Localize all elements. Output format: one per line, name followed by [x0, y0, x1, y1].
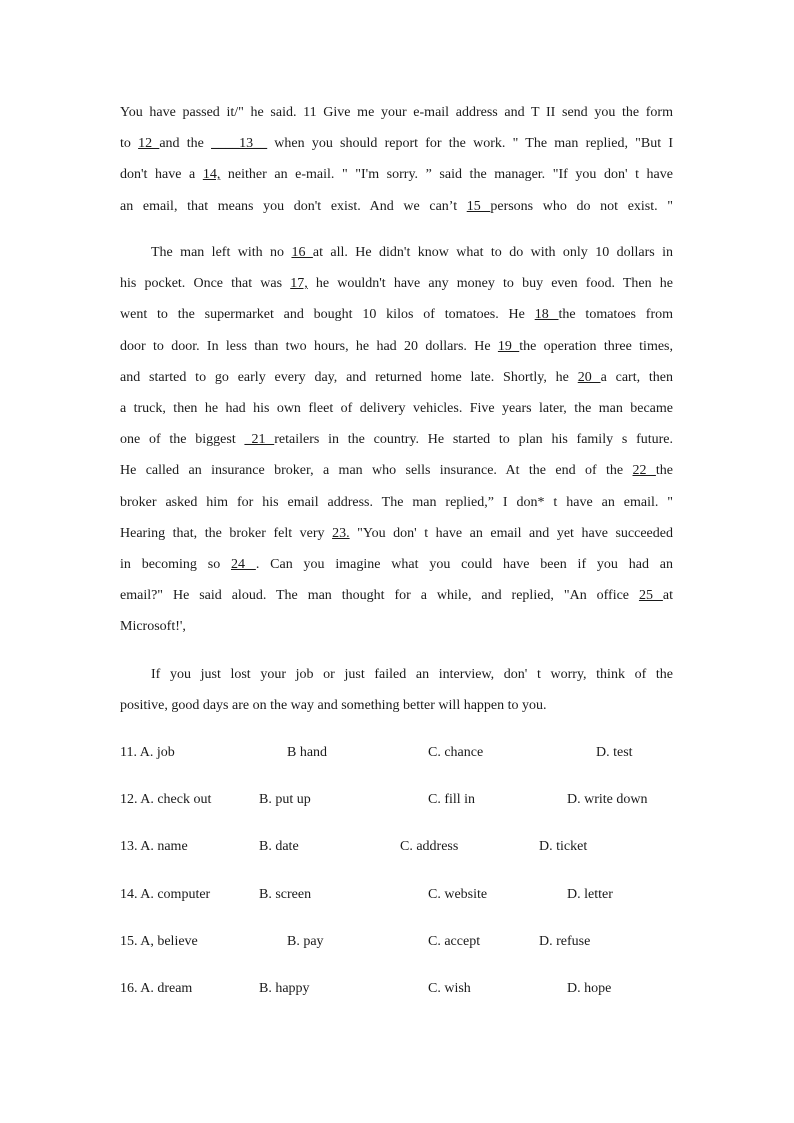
- option-row-14: [120, 885, 720, 932]
- p3-line-1: [120, 659, 673, 690]
- blank-21: _21: [244, 432, 275, 448]
- blank-16: 16: [291, 245, 313, 260]
- option-15-b: B. pay: [287, 933, 324, 949]
- p2-line-4: [120, 331, 673, 362]
- blank-18: 18: [534, 307, 559, 323]
- option-11-b: B hand: [287, 745, 328, 760]
- p3-line-2: [120, 690, 673, 721]
- option-13-a: 13. A. name: [120, 839, 188, 855]
- blank-13: ____13__: [211, 136, 268, 152]
- p2-line-2: [120, 268, 673, 299]
- p2-line-6: [120, 393, 673, 424]
- p2-line-9: [120, 487, 673, 518]
- text: Microsoft!',: [120, 619, 186, 635]
- text: broker asked him for his email address. The man replied,” I don* t have an email. ": [120, 494, 673, 510]
- text: If you just lost your job or just failed an interview, don' t worry, think of the: [151, 667, 673, 682]
- p1-line-1: [120, 97, 673, 128]
- option-15-c: C. accept: [428, 933, 481, 949]
- option-15-d: D. refuse: [539, 933, 591, 949]
- p2-line-1: [120, 237, 673, 268]
- text: a cart, then: [600, 369, 673, 385]
- option-11-c: C. chance: [428, 745, 484, 760]
- text: to: [120, 136, 139, 152]
- p1-line-4: [120, 191, 673, 222]
- blank-25: 25: [638, 588, 663, 604]
- text: don't have a: [120, 167, 203, 183]
- option-12-b: B. put up: [259, 792, 311, 808]
- text: The man left with no: [151, 245, 292, 260]
- blank-19: 19: [497, 338, 520, 354]
- option-14-d: D. letter: [567, 886, 613, 902]
- p2-line-13: [120, 611, 673, 642]
- text: went to the supermarket and bought 10 kilos of tomatoes. He: [120, 307, 535, 323]
- option-12-a: 12. A. check out: [120, 792, 212, 808]
- text: one of the biggest: [120, 432, 245, 448]
- text: at: [662, 588, 673, 604]
- p2-line-7: [120, 424, 673, 455]
- text: when you should report for the work. " The man replied, "But I: [267, 136, 673, 152]
- text: the: [655, 463, 673, 479]
- option-15-a: 15. A, believe: [120, 933, 198, 949]
- text: his pocket. Once that was: [120, 276, 291, 292]
- blank-22: 22: [632, 463, 656, 479]
- option-14-a: 14. A. computer: [120, 886, 211, 902]
- option-11-a: 11. A. job: [120, 745, 175, 760]
- option-16-a: 16. A. dream: [120, 980, 193, 996]
- text: neither an e-mail. " "I'm sorry. ” said the manager. "If you don' t have: [220, 167, 673, 183]
- text: in becoming so: [120, 556, 232, 572]
- option-row-16: [120, 979, 720, 1026]
- text: . Can you imagine what you could have been if you had an: [255, 556, 673, 572]
- p1-line-3: [120, 159, 673, 190]
- text: the tomatoes from: [558, 307, 673, 323]
- paragraph-2: [120, 237, 673, 642]
- option-14-c: C. website: [428, 886, 488, 902]
- option-16-b: B. happy: [259, 980, 310, 996]
- p1-line-2: [120, 128, 673, 159]
- option-row-11: [120, 743, 720, 790]
- text: at all. He didn't know what to do with only 10 dollars in: [312, 245, 673, 260]
- p2-line-12: [120, 580, 673, 611]
- text: email?" He said aloud. The man thought for a while, and replied, "An office: [120, 588, 639, 604]
- option-13-b: B. date: [259, 839, 299, 855]
- p2-line-3: [120, 299, 673, 330]
- option-row-13: [120, 837, 720, 884]
- option-13-d: D. ticket: [539, 839, 588, 855]
- blank-23: 23.: [332, 525, 350, 541]
- text: the operation three times,: [519, 338, 673, 354]
- option-12-d: D. write down: [567, 792, 648, 808]
- text: a truck, then he had his own fleet of delivery vehicles. Five years later, the man became: [120, 400, 673, 416]
- blank-15: 15: [466, 198, 491, 214]
- text: an email, that means you don't exist. And we can’t: [120, 198, 467, 214]
- answer-options: [120, 743, 720, 1026]
- option-16-d: D. hope: [567, 980, 612, 996]
- text: door to door. In less than two hours, he had 20 dollars. He: [120, 338, 498, 354]
- option-14-b: B. screen: [259, 886, 312, 902]
- text: Hearing that, the broker felt very: [120, 525, 333, 541]
- option-13-c: C. address: [400, 839, 459, 855]
- text: You have passed it/" he said. 11 Give me your e-mail address and T II send you the form: [120, 105, 673, 120]
- option-row-12: [120, 790, 720, 837]
- text: He called an insurance broker, a man who sells insurance. At the end of the: [120, 463, 633, 479]
- paragraph-1: [120, 97, 673, 222]
- blank-14: 14,: [202, 167, 221, 183]
- p2-line-8: [120, 455, 673, 486]
- blank-12: 12: [138, 136, 160, 152]
- text: positive, good days are on the way and something better will happen to you.: [120, 698, 547, 714]
- blank-17: 17,: [290, 276, 308, 292]
- option-11-d: D. test: [596, 745, 633, 760]
- text: and the: [159, 136, 212, 152]
- text: and started to go early every day, and returned home late. Shortly, he: [120, 369, 578, 385]
- text: persons who do not exist. ": [490, 198, 673, 214]
- text: "You don' t have an email and yet have succeeded: [349, 525, 673, 541]
- blank-24: 24: [231, 556, 256, 572]
- p2-line-10: [120, 518, 673, 549]
- text: retailers in the country. He started to plan his family s future.: [274, 432, 673, 448]
- blank-20: 20: [577, 369, 601, 385]
- option-12-c: C. fill in: [428, 792, 476, 808]
- option-16-c: C. wish: [428, 980, 471, 996]
- option-row-15: [120, 932, 720, 979]
- text: he wouldn't have any money to buy even food. Then he: [307, 276, 673, 292]
- p2-line-5: [120, 362, 673, 393]
- p2-line-11: [120, 549, 673, 580]
- paragraph-3: [120, 659, 673, 721]
